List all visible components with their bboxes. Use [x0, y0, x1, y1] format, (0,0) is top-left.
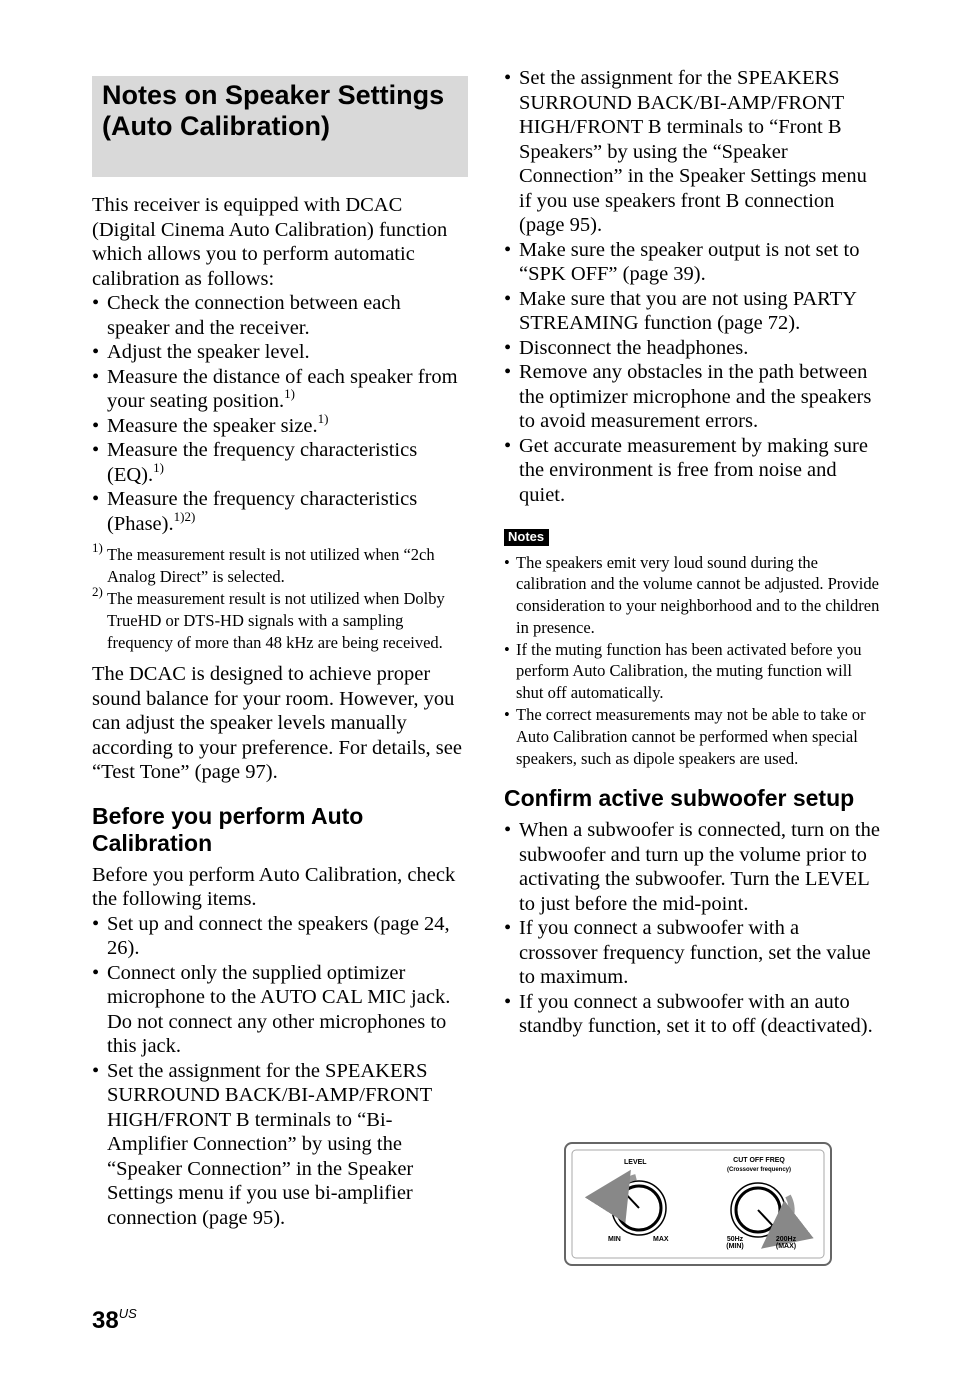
before-heading: Before you perform Auto Calibration — [92, 802, 364, 856]
cutoff-min-sub: (MIN) — [726, 1243, 744, 1250]
cutoff-max-sub: (MAX) — [775, 1243, 797, 1250]
page-suffix: US — [118, 1306, 137, 1321]
footnote-ref: 1)2) — [173, 508, 196, 524]
before-list — [92, 912, 468, 1231]
note-item: • The speakers emit very loud sound during the calibration and the volume cannot be adjusted. Provide consideration to your neighborhood and to the children in presence. — [504, 552, 880, 639]
footnote-ref: 1) — [317, 410, 329, 426]
intro-paragraph: This receiver is equipped with DCAC (Digital Cinema Auto Calibration) function which allows you to perform automatic calibration as follows: — [92, 194, 448, 290]
cutoff-max-label: 200Hz — [775, 1236, 797, 1243]
left-column — [92, 193, 468, 1230]
subwoofer-list — [504, 818, 880, 1039]
list-item: • Measure the frequency characteristics (Phase).$^{1)2)}$ — [92, 487, 468, 536]
subwoofer-diagram — [564, 1142, 832, 1266]
level-min-label: MIN — [608, 1236, 621, 1243]
before-intro: Before you perform Auto Calibration, check the following items. — [92, 863, 456, 910]
cutoff-label: CUT OFF FREQ — [733, 1157, 785, 1164]
list-item: • Measure the frequency characteristics (EQ).$^{1)}$ — [92, 438, 468, 487]
level-label: LEVEL — [624, 1159, 647, 1166]
level-knob — [612, 1177, 666, 1235]
cutoff-min-label: 50Hz — [726, 1236, 744, 1243]
list-item: • Set the assignment for the SPEAKERS SURROUND BACK/BI-AMP/FRONT HIGH/FRONT B terminals to “Bi-Amplifier Connection” by using the “Speaker Connection” in the Speaker Settings menu if you use bi-amplifier connection (page 95). — [92, 1059, 468, 1231]
footnote-ref: 1) — [284, 386, 295, 401]
level-max-label: MAX — [653, 1236, 669, 1243]
list-item: • When a subwoofer is connected, turn on the subwoofer and turn up the volume prior to activating the subwoofer. Turn the LEVEL to just before the mid-point. — [504, 818, 880, 916]
list-item: • Make sure the speaker output is not set to “SPK OFF” (page 39). — [504, 238, 880, 287]
list-item: • Make sure that you are not using PARTY STREAMING function (page 72). — [504, 287, 880, 336]
cutoff-sub-label: (Crossover frequency) — [726, 1167, 792, 1173]
footnote: 1) The measurement result is not utilized when “2ch Analog Direct” is selected. — [92, 540, 435, 586]
list-item: • Measure the distance of each speaker from your seating position.$^{1)}$ — [92, 365, 468, 414]
list-item: • Connect only the supplied optimizer microphone to the AUTO CAL MIC jack. Do not connect any other microphones to this jack. — [92, 961, 468, 1059]
list-item: • Get accurate measurement by making sure the environment is free from noise and quiet. — [504, 434, 880, 508]
list-item: • If you connect a subwoofer with a crossover frequency function, set the value to maximum. — [504, 916, 880, 990]
list-item: • Disconnect the headphones. — [504, 336, 880, 361]
subwoofer-heading: Confirm active subwoofer setup — [504, 785, 855, 812]
note-item: • The correct measurements may not be able to take or Auto Calibration cannot be performed when special speakers, such as dipole speakers are used. — [504, 704, 880, 769]
list-item: • Remove any obstacles in the path between the optimizer microphone and the speakers to avoid measurement errors. — [504, 360, 880, 434]
calibration-list — [92, 291, 468, 536]
dcac-paragraph: The DCAC is designed to achieve proper sound balance for your room. However, you can adjust the speaker levels manually according to your preference. For details, see “Test Tone” (page 97). — [92, 663, 462, 783]
notes-badge: Notes — [504, 529, 549, 546]
note-item: • If the muting function has been activated before you perform Auto Calibration, the muting function will shut off automatically. — [504, 639, 880, 704]
list-item: • Measure the speaker size.$^{1)}$ — [92, 414, 468, 439]
right-column — [504, 66, 880, 1039]
footnote-ref: 1) — [153, 459, 164, 475]
list-item: • Adjust the speaker level. — [92, 340, 468, 365]
page-title: Notes on Speaker Settings (Auto Calibration) — [102, 80, 445, 141]
section-title-box — [92, 76, 468, 177]
before-list-continued — [504, 66, 880, 507]
cutoff-knob — [731, 1183, 792, 1237]
footnote: 2) The measurement result is not utilized when Dolby TrueHD or DTS-HD signals with a sampling frequency of more than 48 kHz are being received. — [92, 584, 445, 652]
list-item: • Set the assignment for the SPEAKERS SURROUND BACK/BI-AMP/FRONT HIGH/FRONT B terminals to “Front B Speakers” by using the “Speaker Connection” in the Speaker Settings menu if you use speakers front B connection (page 95). — [504, 66, 880, 238]
list-item: • Check the connection between each speaker and the receiver. — [92, 291, 468, 340]
list-item: • Set up and connect the speakers (page 24, 26). — [92, 912, 468, 961]
list-item: • If you connect a subwoofer with an auto standby function, set it to off (deactivated). — [504, 990, 880, 1039]
notes-list — [504, 552, 880, 770]
page-number: $38^{US}$ — [92, 1306, 137, 1334]
